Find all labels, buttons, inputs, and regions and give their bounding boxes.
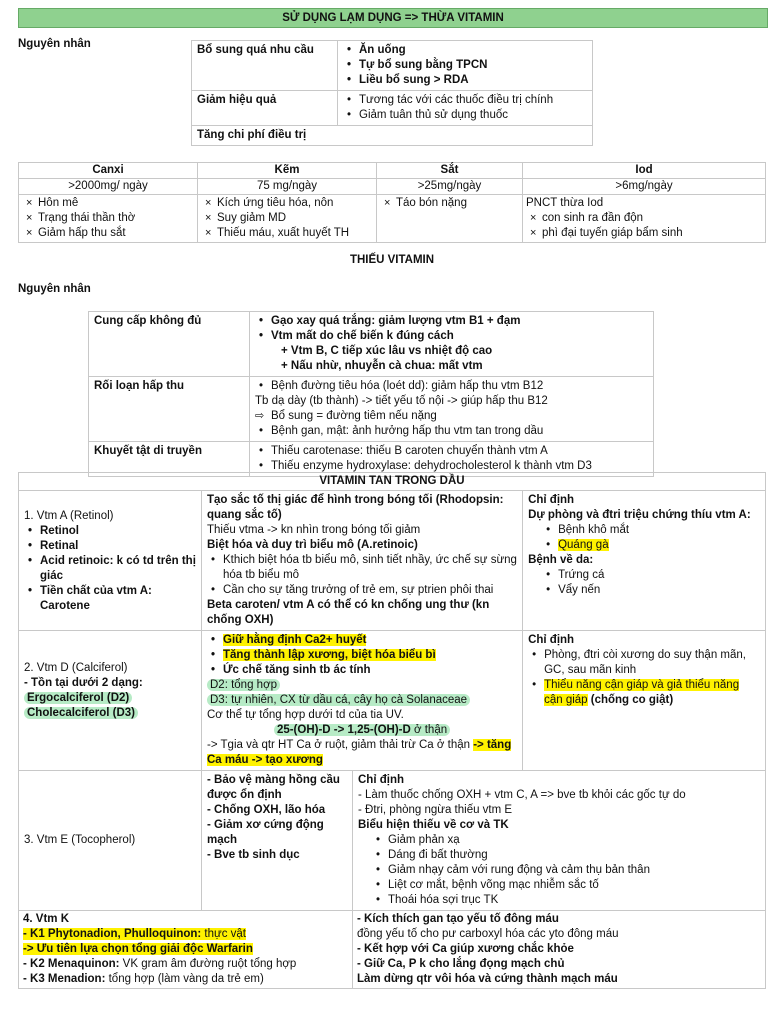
table-cell [377,195,523,243]
table-cell: >6mg/ngày [523,179,766,195]
list-item: • Quáng gà [542,538,760,553]
vitamin-k-name-cell [19,911,353,989]
table-row [19,179,766,195]
table-header: Sắt [377,163,523,179]
text-line: - Đtri, phòng ngừa thiếu vtm E [358,804,513,816]
text-line: - K3 Menadion: tổng hợp (làm vàng da trẻ em) [23,973,264,985]
text-line: 25-(OH)-D -> 1,25-(OH)-D ở thận [207,723,517,738]
text-line: Cơ thể tự tổng hợp dưới td của tia UV. [207,709,404,721]
table-cell: 75 mg/ngày [198,179,377,195]
text-line: Chỉ định [528,494,575,506]
text-line: Tạo sắc tố thị giác để hình trong bóng tối (Rhodopsin: quang sắc tố) [207,494,504,521]
text-line: - Kết hợp với Ca giúp xương chắc khỏe [357,943,574,955]
list-item: • Gạo xay quá trắng: giảm lượng vtm B1 + đạm [255,314,648,329]
text-line: Bệnh về da: [528,554,594,566]
list-item: • Retinol [24,524,196,539]
table-row [19,631,766,771]
list-item: • Bệnh khô mắt [542,523,760,538]
text-line: -> Tgia và qtr HT Ca ở ruột, giảm thải trừ Ca ở thận -> tăng Ca máu -> tạo xương [207,739,512,766]
table-cell [250,312,654,377]
list-item: ⇨ Bổ sung = đường tiêm nếu nặng [255,409,648,424]
table-header: Kẽm [198,163,377,179]
list-item: • Phòng, đtri còi xương do suy thận mãn, GC, sau mãn kinh [528,648,760,678]
list-item: • Tương tác với các thuốc điều trị chính [343,93,587,108]
table-header: Iod [523,163,766,179]
list-item: • Tự bổ sung bằng TPCN [343,58,587,73]
deficiency-table [88,311,654,477]
list-item: • Thiểu năng cận giáp và giả thiểu năng cận giáp (chống co giật) [528,678,760,708]
text-line: - K2 Menaquinon: VK gram âm đường ruột tổng hợp [23,958,297,970]
list-item: • Cần cho sự tăng trưởng of trẻ em, sự ptrien phôi thai [207,583,517,598]
vitamin-d-function-cell [202,631,523,771]
list-item: • Thiếu carotenase: thiếu B caroten chuyển thành vtm A [255,444,648,459]
text-line: Tb dạ dày (tb thành) -> tiết yếu tố nội -> giúp hấp thu B12 [255,395,548,407]
text-line: + Nấu nhừ, nhuyễn cà chua: mất vtm [281,360,483,372]
vitamin-a-indication-cell [523,491,766,631]
table-row [89,312,654,377]
text-line: D3: tự nhiên, CX từ dầu cá, cây họ cà Solanaceae [207,693,517,708]
table-row [19,473,766,491]
table-cell [250,377,654,442]
iod-intro: PNCT thừa Iod [526,197,604,209]
list-item: • Dáng đi bất thường [372,848,760,863]
abuse-title-banner [18,8,768,28]
list-item: × Trạng thái thần thờ [22,211,194,226]
table-cell: Cung cấp không đủ [89,312,250,377]
text-line: Làm dừng qtr vôi hóa và cứng thành mạch máu [357,973,618,985]
list-item: • Vtm mất do chế biến k đúng cách [255,329,648,344]
list-item: • Tiền chất của vtm A: Carotene [24,584,196,614]
vitamin-e-name-cell [19,771,202,911]
table-row [19,163,766,179]
fat-soluble-table [18,472,766,989]
list-item: × Giảm hấp thu sắt [22,226,194,241]
table-row [19,491,766,631]
fat-soluble-title: VITAMIN TAN TRONG DẦU [19,473,766,491]
table-cell [523,195,766,243]
vitamin-a-name-cell [19,491,202,631]
list-item: • Ăn uống [343,43,587,58]
table-row [192,41,593,91]
text-line: - K1 Phytonadion, Phulloquinon: thực vật [23,928,247,940]
list-item: • Thiếu enzyme hydroxylase: dehydrocholesterol k thành vtm D3 [255,459,648,474]
list-item: • Trứng cá [542,568,760,583]
text-line: - Chống OXH, lão hóa [207,804,326,816]
vitamin-d-name-cell [19,631,202,771]
abuse-cause-label: Nguyên nhân [18,38,91,50]
table-cell [19,195,198,243]
table-row [19,911,766,989]
list-item: • Bệnh gan, mật: ảnh hưởng hấp thu vtm tan trong dầu [255,424,648,439]
vitamin-a-function-cell [202,491,523,631]
text-line: - Kích thích gan tạo yếu tố đông máu [357,913,559,925]
deficiency-cause-label: Nguyên nhân [18,283,91,295]
table-row [192,126,593,146]
list-item: × con sinh ra đần độn [526,211,762,226]
list-item: × phì đại tuyến giáp bẩm sinh [526,226,762,241]
table-cell [338,41,593,91]
table-row [192,91,593,126]
list-item: • Giảm phản xạ [372,833,760,848]
table-cell: Giảm hiệu quả [192,91,338,126]
text-line: - Bve tb sinh dục [207,849,300,861]
list-item: • Giảm tuân thủ sử dụng thuốc [343,108,587,123]
text-line: Biệt hóa và duy trì biểu mô (A.retinoic) [207,539,418,551]
table-cell: >2000mg/ ngày [19,179,198,195]
table-cell [198,195,377,243]
list-item: • Kthich biệt hóa tb biểu mô, sinh tiết nhầy, ức chế sự sừng hóa tb biểu mô [207,553,517,583]
table-row [89,377,654,442]
table-cell: Tăng chi phí điều trị [192,126,593,146]
vitamin-a-name: 1. Vtm A (Retinol) [24,510,114,522]
list-item: • Giữ hằng định Ca2+ huyết [207,633,517,648]
table-cell: >25mg/ngày [377,179,523,195]
list-item: • Ức chế tăng sinh tb ác tính [207,663,517,678]
text-line: - Bảo vệ màng hồng cầu được ổn định [207,774,340,801]
vitamin-e-name: 3. Vtm E (Tocopherol) [24,834,136,846]
table-row [19,195,766,243]
table-cell [338,91,593,126]
list-item: • Tăng thành lập xương, biệt hóa biểu bì [207,648,517,663]
vitamin-k-function-cell [353,911,766,989]
mineral-table [18,162,766,243]
text-line: Ergocalciferol (D2) [24,691,196,706]
list-item: • Acid retinoic: k có td trên thị giác [24,554,196,584]
list-item: × Thiếu máu, xuất huyết TH [201,226,373,241]
list-item: × Hôn mê [22,196,194,211]
text-line: Dự phòng và đtri triệu chứng thíu vtm A: [528,509,751,521]
text-line: D2: tổng hợp [207,678,517,693]
list-item: • Retinal [24,539,196,554]
text-line: -> Ưu tiên lựa chọn tổng giải độc Warfarin [23,943,253,955]
text-line: - Giảm xơ cứng động mạch [207,819,324,846]
table-header: Canxi [19,163,198,179]
abuse-title: SỬ DỤNG LẠM DỤNG => THỪA VITAMIN [282,12,504,24]
text-line: đồng yếu tố cho pư carboxyl hóa các yto đông máu [357,928,619,940]
abuse-cause-table [191,40,593,146]
text-line: + Vtm B, C tiếp xúc lâu vs nhiệt độ cao [281,345,493,357]
table-row [19,771,766,911]
vitamin-k-name: 4. Vtm K [23,913,70,925]
text-line: - Làm thuốc chống OXH + vtm C, A => bve tb khỏi các gốc tự do [358,789,686,801]
list-item: × Kích ứng tiêu hóa, nôn [201,196,373,211]
table-cell: Rối loạn hấp thu [89,377,250,442]
list-item: × Suy giảm MD [201,211,373,226]
list-item: × Táo bón nặng [380,196,519,211]
text-line: Thiếu vtma -> kn nhìn trong bóng tối giảm [207,524,421,536]
text-line: Beta caroten/ vtm A có thể có kn chống ung thư (kn chống OXH) [207,599,490,626]
vitamin-e-indication-cell [353,771,766,911]
text-line: Chỉ định [358,774,404,786]
text-line: Chỉ định [528,634,575,646]
text-line: Biểu hiện thiếu về cơ và TK [358,819,509,831]
vitamin-d-name: 2. Vtm D (Calciferol) [24,662,128,674]
list-item: • Thoái hóa sợi trục TK [372,893,760,908]
list-item: • Liều bổ sung > RDA [343,73,587,88]
text-line: - Tồn tại dưới 2 dạng: [24,677,143,689]
list-item: • Giảm nhạy cảm với rung động và cảm thụ bản thân [372,863,760,878]
text-line: Cholecalciferol (D3) [24,706,196,721]
list-item: • Liệt cơ mắt, bệnh võng mạc nhiễm sắc tố [372,878,760,893]
vitamin-e-function-cell [202,771,353,911]
list-item: • Bệnh đường tiêu hóa (loét dd): giảm hấp thu vtm B12 [255,379,648,394]
text-line: - Giữ Ca, P k cho lắng đọng mạch chủ [357,958,565,970]
table-cell: Bổ sung quá nhu cầu [192,41,338,91]
vitamin-d-indication-cell [523,631,766,771]
deficiency-title: THIẾU VITAMIN [349,254,435,266]
table-cell: Khuyết tật di truyền [89,442,250,477]
list-item: • Vẩy nến [542,583,760,598]
